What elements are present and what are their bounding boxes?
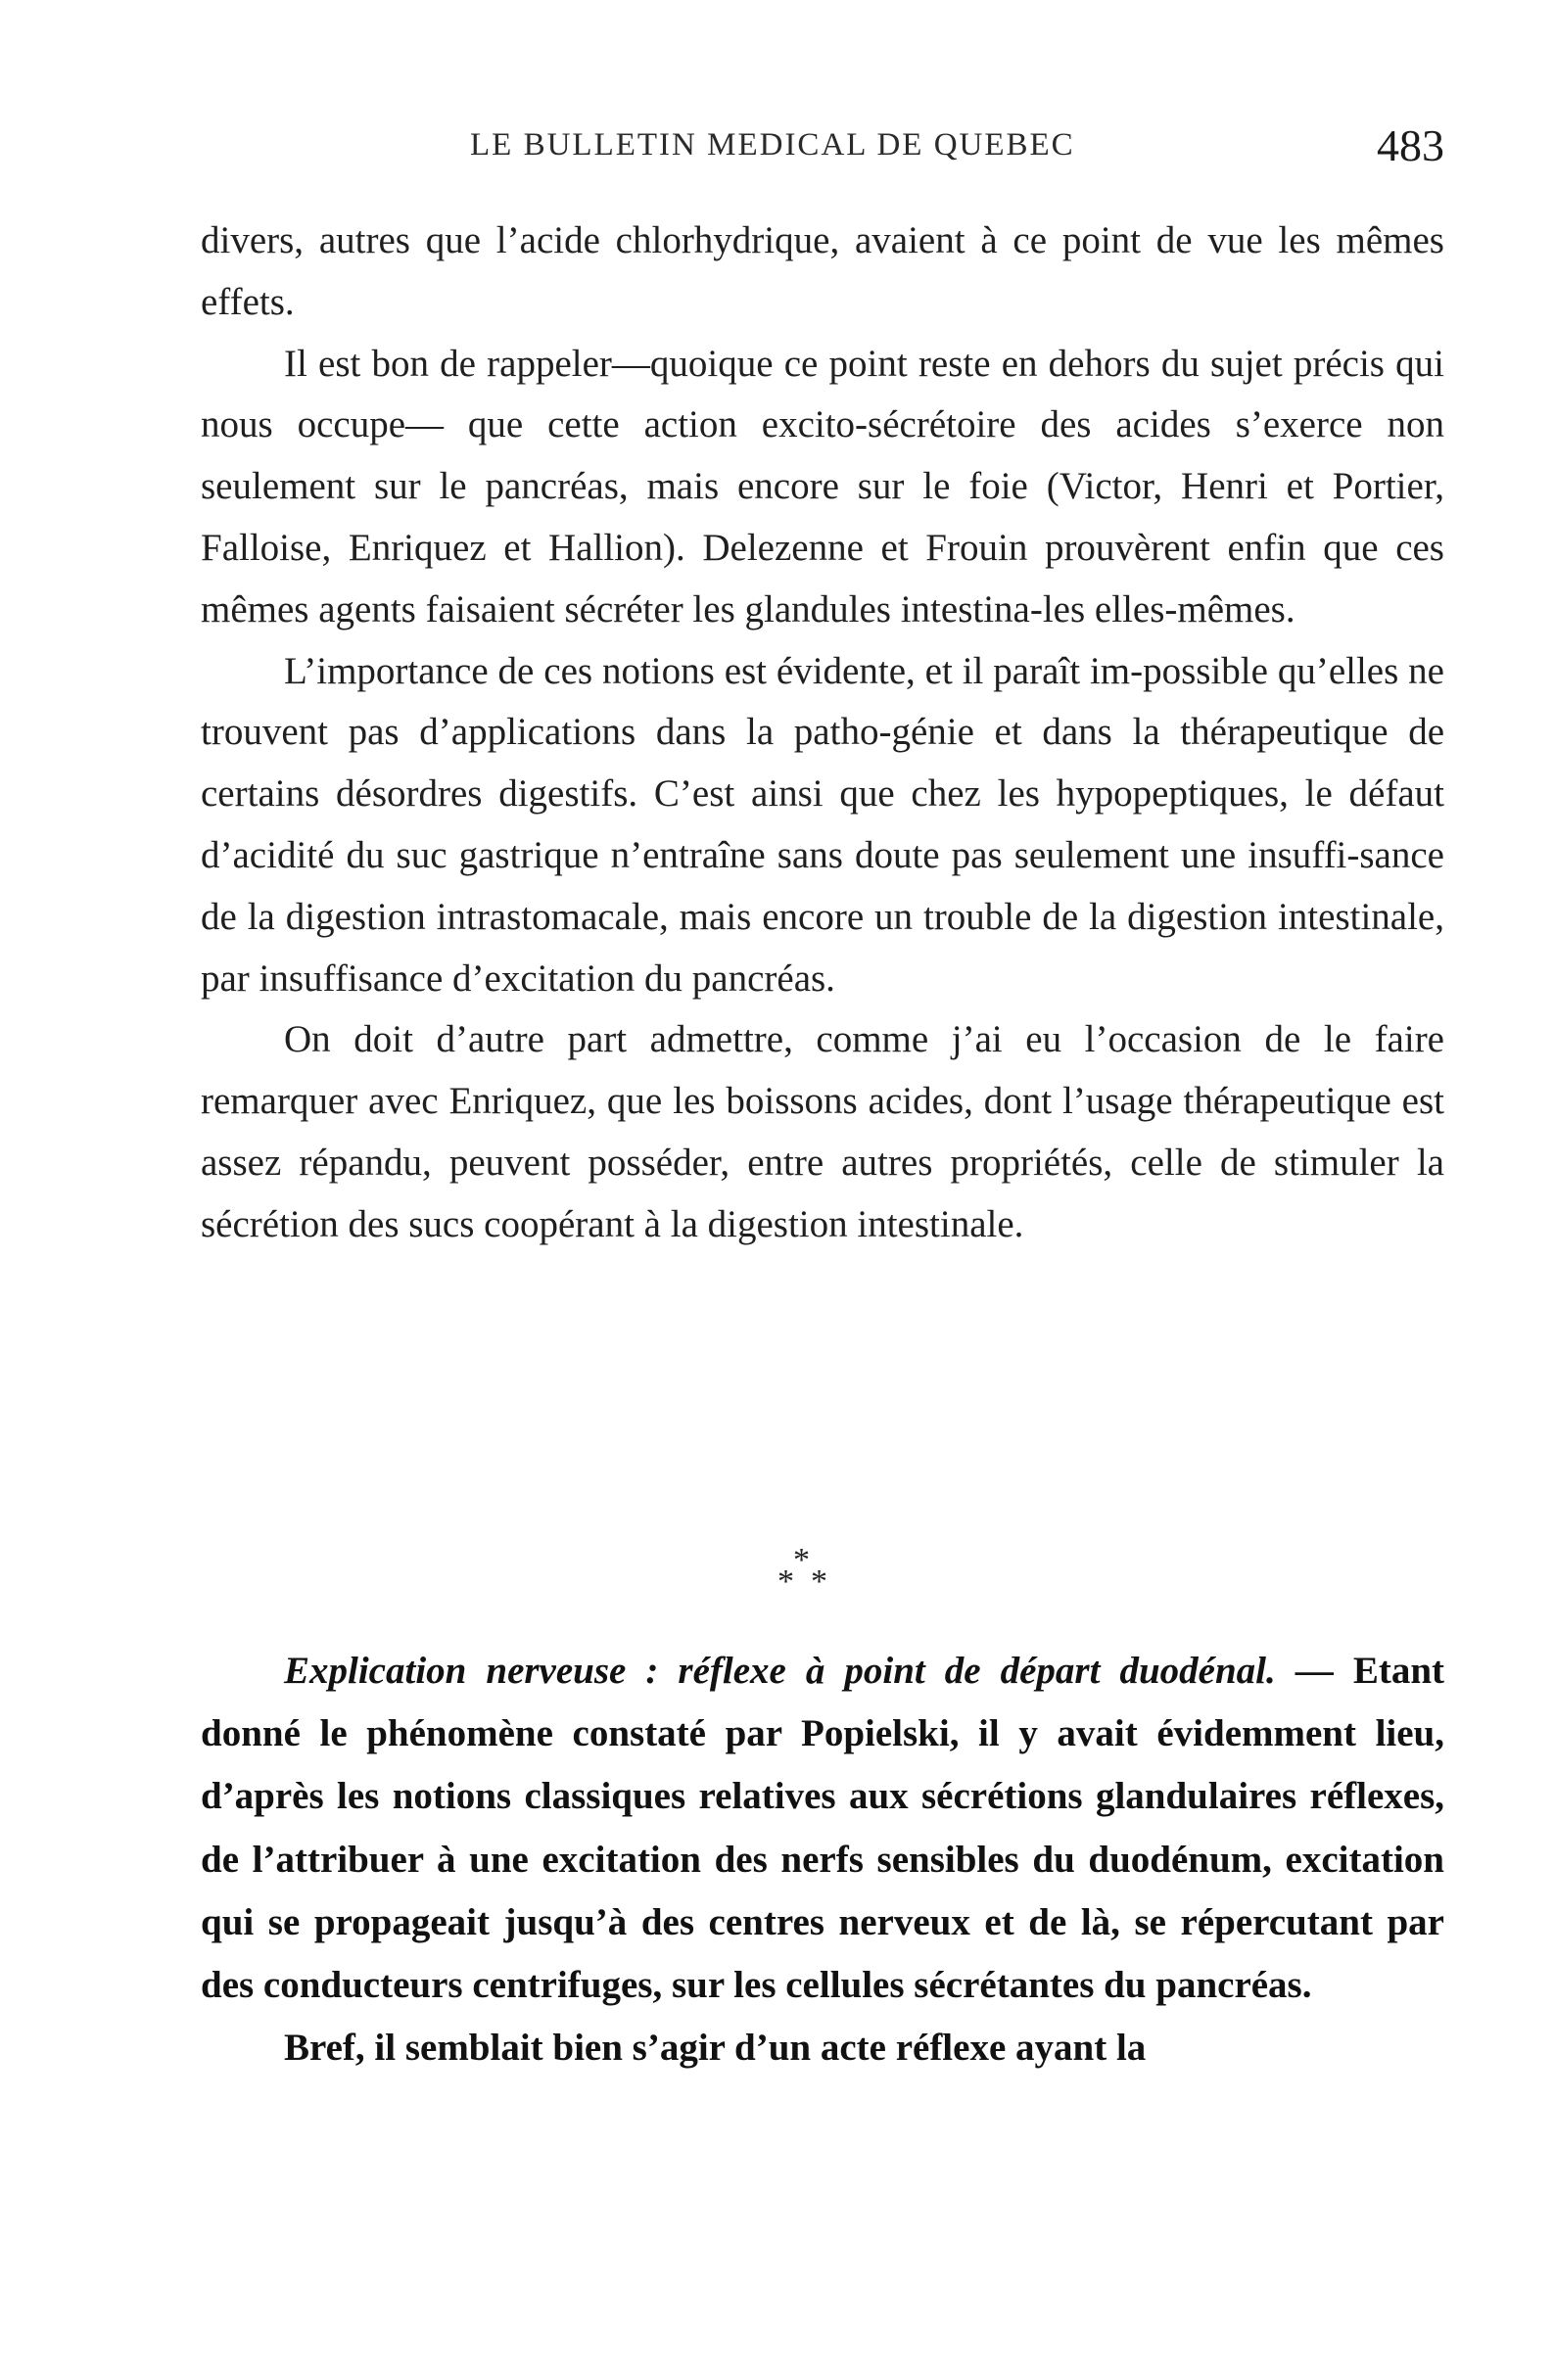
asterism-star-right: * [811,1563,827,1600]
paragraph-acid-drinks: On doit d’autre part admettre, comme j’ai eu l’occasion de le faire remarquer avec Enriquez, que les boissons acides, dont l’usage thérapeutique est assez répandu, peuvent posséder, entre autres propriétés, celle de stimuler la sécrétion des sucs coopérant à la digestion intestinale. [201,1018,1444,1245]
asterism-star-left: * [777,1563,794,1600]
page-header [470,119,1444,178]
paragraph-bref: Bref, il semblait bien s’agir d’un acte réflexe ayant la [284,2027,1147,2070]
paragraph-excito-secretory: Il est bon de rappeler—quoique ce point reste en dehors du sujet précis qui nous occupe— que cette action excito-sécrétoire des acides s’exerce non seulement sur le pancréas, mais encore sur le foie (Victor, Henri et Portier, Falloise, Enriquez et Hallion). Delezenne et Frouin prouvèrent enfin que ces mêmes agents faisaient sécréter les glandules intestina-les elles-mêmes. [201,342,1444,630]
section-paragraph-reflex [201,1640,1444,2017]
running-title: LE BULLETIN MEDICAL DE QUEBEC [470,127,1075,163]
section-nervous-explanation [201,1640,1444,2079]
asterism-star-top: * [793,1542,810,1578]
em-dash: — [1295,1650,1353,1692]
paragraph-continuation: divers, autres que l’acide chlorhydrique, avaient à ce point de vue les mêmes effets. [201,219,1444,323]
paragraph-importance: L’importance de ces notions est évidente, et il paraît im-possible qu’elles ne trouvent pas d’applications dans la patho-génie et dans la thérapeutique de certains désordres digestifs. C’est ainsi que chez les hypopeptiques, le défaut d’acidité du suc gastrique n’entraîne sans doute pas seulement une insuffi-sance de la digestion intrastomacale, mais encore un trouble de la digestion intestinale, par insuffisance d’excitation du pancréas. [201,649,1444,1000]
asterism-ornament [754,1542,852,1620]
section-title: Explication nerveuse : réflexe à point de départ duodénal. [284,1650,1276,1692]
section-paragraph-text: Etant donné le phénomène constaté par Popielski, il y avait évidemment lieu, d’après les notions classiques relatives aux sécrétions glandulaires réflexes, de l’attribuer à une excitation des nerfs sensibles du duodénum, excitation qui se propageait jusqu’à des centres nerveux et de là, se répercutant par des conducteurs centrifuges, sur les cellules sécrétantes du pancréas. [201,1650,1445,2007]
body-text [201,210,1444,1256]
page-number: 483 [1377,120,1444,170]
